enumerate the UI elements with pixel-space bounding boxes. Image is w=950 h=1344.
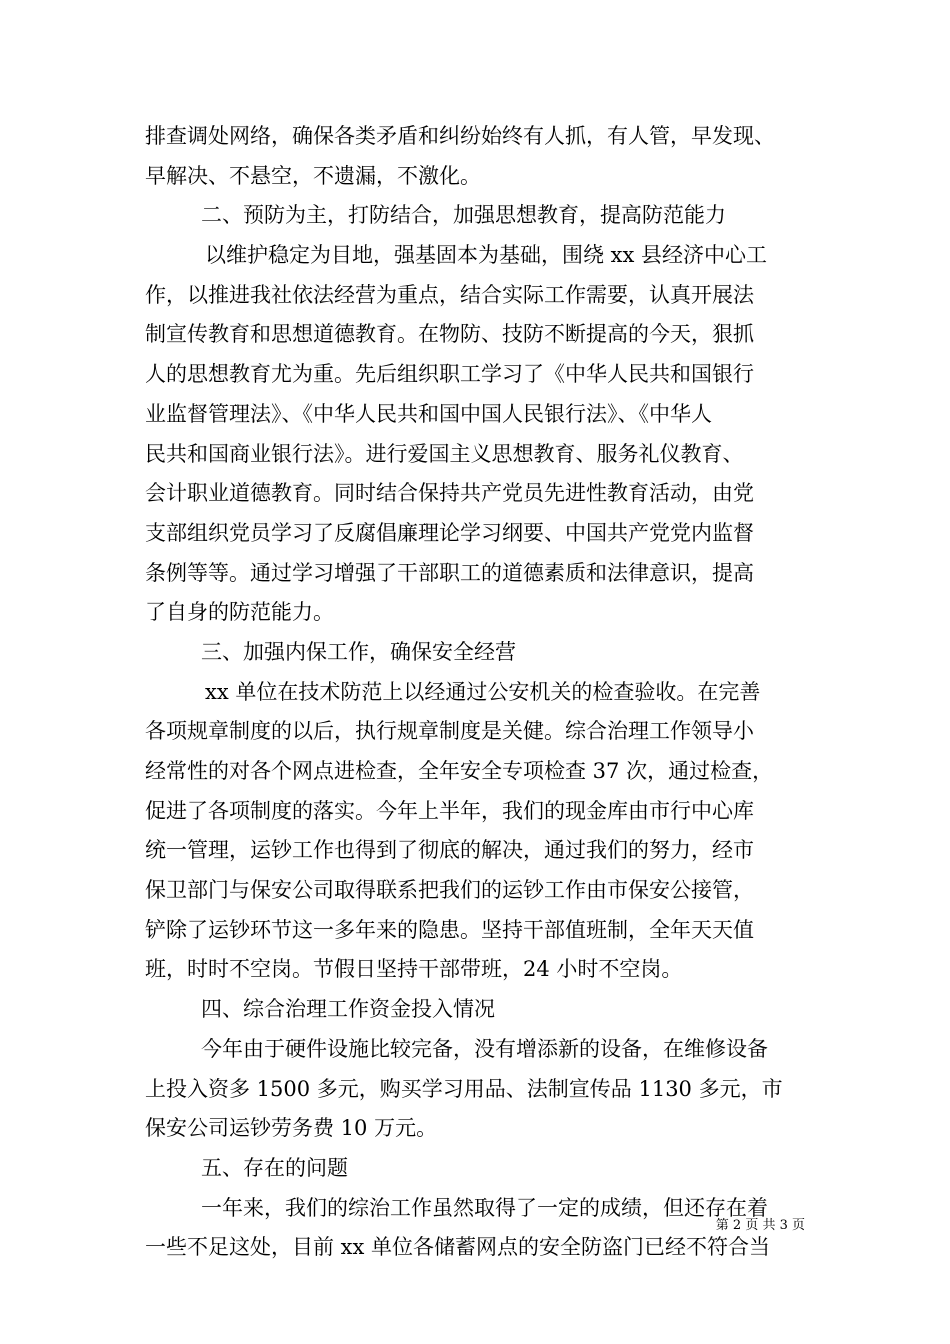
body-line-13: 了自身的防范能力。	[145, 600, 334, 625]
body-line-12: 条例等等。通过学习增强了干部职工的道德素质和法律意识，提高	[145, 560, 754, 585]
body-line-4: 以维护稳定为目地，强基固本为基础，围绕 xx 县经济中心工	[205, 243, 768, 268]
body-line-7: 人的思想教育尤为重。先后组织职工学习了《中华人民共和国银行	[145, 362, 754, 387]
body-line-26: 保安公司运钞劳务费 10 万元。	[145, 1116, 438, 1141]
body-line-22: 班，时时不空岗。节假日坚持干部带班，24 小时不空岗。	[145, 957, 683, 982]
page-number-footer: 第 2 页 共 3 页	[715, 1218, 805, 1233]
body-line-16: 各项规章制度的以后，执行规章制度是关健。综合治理工作领导小	[145, 719, 754, 744]
body-line-15: xx 单位在技术防范上以经通过公安机关的检查验收。在完善	[205, 679, 761, 704]
body-line-2: 早解决、不悬空，不遗漏，不激化。	[145, 163, 481, 188]
body-line-24: 今年由于硬件设施比较完备，没有增添新的设备，在维修设备	[201, 1036, 768, 1061]
body-line-20: 保卫部门与保安公司取得联系把我们的运钞工作由市保安公接管，	[145, 878, 754, 903]
section-heading-2: 二、预防为主，打防结合，加强思想教育，提高防范能力	[201, 203, 726, 228]
body-line-8: 业监督管理法》、《中华人民共和国中国人民银行法》、《中华人	[145, 401, 712, 426]
body-line-25: 上投入资多 1500 多元，购买学习用品、法制宣传品 1130 多元，市	[145, 1076, 783, 1101]
body-line-9: 民共和国商业银行法》。进行爱国主义思想教育、服务礼仪教育、	[145, 441, 744, 466]
document-body	[145, 117, 815, 1268]
body-line-17: 经常性的对各个网点进检查，全年安全专项检查 37 次，通过检查，	[145, 759, 774, 783]
section-heading-5: 五、存在的问题	[201, 1155, 348, 1180]
body-line-29: 一些不足这处，目前 xx 单位各储蓄网点的安全防盗门已经不符合当	[145, 1235, 771, 1260]
body-line-6: 制宣传教育和思想道德教育。在物防、技防不断提高的今天，狠抓	[145, 322, 754, 347]
body-line-19: 统一管理，运钞工作也得到了彻底的解决，通过我们的努力，经市	[145, 838, 754, 863]
body-line-18: 促进了各项制度的落实。今年上半年，我们的现金库由市行中心库	[145, 798, 754, 823]
body-line-1: 排查调处网络，确保各类矛盾和纠纷始终有人抓，有人管，早发现、	[145, 124, 775, 148]
body-line-10: 会计职业道德教育。同时结合保持共产党员先进性教育活动，由党	[145, 481, 754, 506]
body-line-21: 铲除了运钞环节这一多年来的隐患。坚持干部值班制，全年天天值	[145, 917, 754, 942]
body-line-5: 作，以推进我社依法经营为重点，结合实际工作需要，认真开展法	[145, 282, 754, 307]
body-line-28: 一年来，我们的综治工作虽然取得了一定的成绩，但还存在着	[201, 1195, 768, 1220]
body-line-11: 支部组织党员学习了反腐倡廉理论学习纲要、中国共产党党内监督	[145, 520, 754, 545]
section-heading-4: 四、综合治理工作资金投入情况	[201, 997, 495, 1022]
section-heading-3: 三、加强内保工作，确保安全经营	[201, 639, 516, 664]
